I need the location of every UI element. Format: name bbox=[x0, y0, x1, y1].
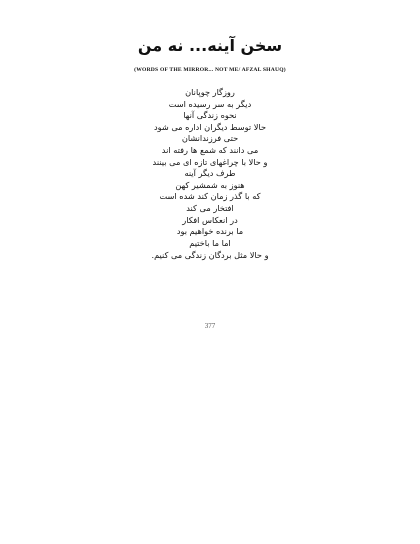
poem-body bbox=[0, 87, 420, 261]
poem-line: اما ما باختیم bbox=[189, 237, 231, 248]
poem-line: حالا توسط دیگران اداره می شود bbox=[153, 121, 266, 132]
poem-subtitle: (WORDS OF THE MIRROR... NOT ME/ AFZAL SHAUQ) bbox=[134, 67, 286, 73]
poem-line: نحوه زندگی آنها bbox=[183, 110, 237, 121]
poem-line: و حالا با چراغهای تازه ای می بینند bbox=[152, 156, 268, 167]
poem-line: حتی فرزندانشان bbox=[181, 133, 239, 144]
poem-line: و حالا مثل بردگان زندگی می کنیم. bbox=[151, 249, 269, 260]
poem-line: در انعکاس افکار bbox=[182, 214, 238, 225]
poem-line: می دانند که شمع ها رفته اند bbox=[161, 145, 259, 156]
poem-line: دیگر به سر رسیده است bbox=[168, 98, 252, 109]
poem-line: هنوز به شمشیر کهن bbox=[175, 179, 245, 190]
poem-line: ما برنده خواهیم بود bbox=[176, 226, 244, 237]
poem-line: طرف دیگر آینه bbox=[184, 168, 236, 179]
poem-title: سخن آینه... نه من bbox=[137, 36, 283, 55]
poem-line: افتخار می کند bbox=[186, 203, 234, 214]
poem-line: روزگار چوپانان bbox=[185, 87, 235, 97]
page-number: 377 bbox=[204, 322, 216, 330]
poem-line: که با گذر زمان کند شده است bbox=[159, 191, 261, 202]
